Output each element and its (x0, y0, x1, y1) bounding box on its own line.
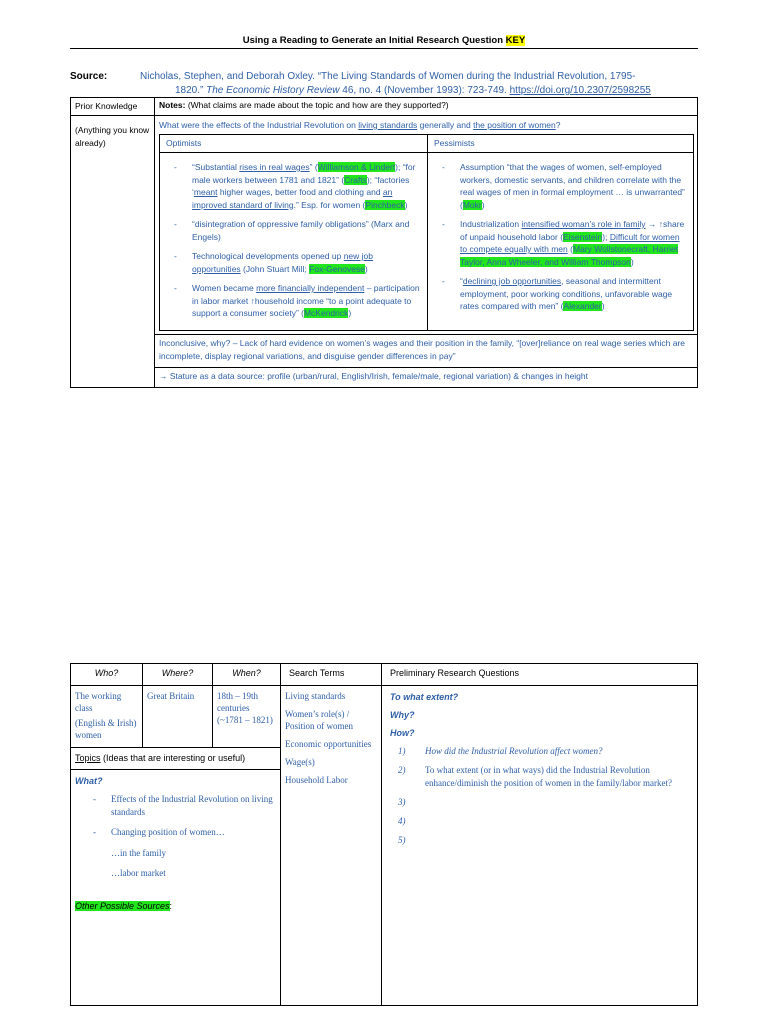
where-header: Where? (143, 664, 213, 686)
optimist-point: - Women became more financially independent – participation in labor market ↑household income “to a point adequate to support a consumer society” (McKendrick) (166, 282, 421, 320)
topics-header: Topics (Ideas that are interesting or useful) (71, 748, 280, 770)
topic-item: …labor market (111, 868, 166, 878)
optimists-cell (160, 153, 428, 331)
optimists-pessimists-table (159, 134, 694, 331)
page-title: Using a Reading to Generate an Initial Research Question KEY (242, 35, 526, 46)
source-label: Source: (70, 71, 108, 82)
optimist-point: - “disintegration of oppressive family obligations” (Marx and Engels) (166, 218, 421, 243)
search-terms-cell (281, 686, 382, 1006)
other-sources: Other Possible Sources: (75, 900, 173, 911)
question-item: 3) (398, 797, 406, 807)
search-term: Household Labor (285, 775, 348, 785)
question-item: 1) How did the Industrial Revolution affect women? (398, 746, 603, 756)
pessimists-header: Pessimists (428, 135, 694, 153)
optimist-point: - Technological developments opened up new job opportunities (John Stuart Mill; Fox-Genovese) (166, 250, 421, 275)
anything-note: (Anything you know already) (71, 116, 155, 388)
notes-table (70, 97, 698, 388)
key-highlight: KEY (505, 35, 526, 46)
citation-line-2: 1820.” The Economic History Review 46, no. 4 (November 1993): 723-749. https://doi.org/10.2307/2598255 (175, 85, 651, 96)
who-cell: The working class (English & Irish) women (71, 686, 143, 748)
pessimists-cell (428, 153, 694, 331)
question-item: 5) (398, 835, 406, 845)
topic-item: - Changing position of women… (75, 826, 276, 839)
prior-knowledge-header: Prior Knowledge (71, 98, 155, 116)
optimist-point: - “Substantial rises in real wages” (Williamson & Lindert); “for male workers between 1781 and 1821” (Crafts); “factories ‘meant higher wages, better food and clothing and an improved standard of living.” Esp. for women (Pinchbeck) (166, 161, 421, 211)
doi-link[interactable]: https://doi.org/10.2307/2598255 (509, 85, 651, 96)
when-header: When? (213, 664, 281, 686)
title-rule (70, 48, 698, 49)
pessimist-point: - “declining job opportunities, seasonal and intermittent employment, poor working conditions, unfavorable wage rates compared with men” (Alexander) (434, 275, 687, 313)
topic-item: - Effects of the Industrial Revolution on living standards (75, 793, 276, 818)
question-list (398, 745, 689, 847)
research-table (70, 663, 698, 1006)
search-term: Wage(s) (285, 757, 315, 767)
question-item: 4) (398, 816, 406, 826)
when-cell: 18th – 19th centuries (~1781 – 1821) (213, 686, 281, 748)
topics-cell (71, 748, 281, 1006)
pessimist-point: - Assumption “that the wages of women, self-employed workers, domestic servants, and children correlate with the real wages of men in formal employment … is unwarranted” (Mokr) (434, 161, 687, 211)
notes-cell (155, 116, 698, 388)
search-terms-header: Search Terms (281, 664, 382, 686)
questions-cell: To what extent? Why? How? 1) How did the Industrial Revolution affect women? 2) To what extent (or in what ways) did the Industrial Revolution enhance/diminish the position of women in the family/labor market? 3) 4) 5) (382, 686, 698, 1006)
preliminary-questions-header: Preliminary Research Questions (382, 664, 698, 686)
where-cell: Great Britain (143, 686, 213, 748)
optimists-header: Optimists (160, 135, 428, 153)
citation-line-1: Nicholas, Stephen, and Deborah Oxley. “The Living Standards of Women during the Industrial Revolution, 1795- (140, 71, 636, 82)
stature-note: → Stature as a data source: profile (urban/rural, English/Irish, female/male, regional variation) & changes in height (155, 367, 697, 387)
what-label: What? (75, 776, 103, 786)
notes-header: Notes: (What claims are made about the topic and how are they supported?) (155, 98, 698, 116)
search-term: Living standards (285, 691, 346, 701)
who-header: Who? (71, 664, 143, 686)
pessimist-point: - Industrialization intensified woman’s role in family → ↑share of unpaid household labor (Eisenstein); Difficult for women to compete equally with men (Mary Wollstonecraft, Harriet Taylor, Anna Wheeler, and William Thompson) (434, 218, 687, 268)
search-term: Women’s role(s) / Position of women (285, 709, 354, 731)
inconclusive-note: Inconclusive, why? – Lack of hard evidence on women’s wages and their position in the family, “[over]reliance on real wage series which are incomplete, display regional variations, and disguise gender differences in pay” (155, 334, 697, 367)
search-term: Economic opportunities (285, 739, 372, 749)
question-item: 2) To what extent (or in what ways) did the Industrial Revolution enhance/diminish the position of women in the family/labor market? (398, 765, 672, 788)
notes-question: What were the effects of the Industrial Revolution on living standards generally and the position of women? (159, 120, 561, 130)
journal-title: The Economic History Review (206, 85, 340, 96)
topic-item: …in the family (111, 847, 166, 858)
